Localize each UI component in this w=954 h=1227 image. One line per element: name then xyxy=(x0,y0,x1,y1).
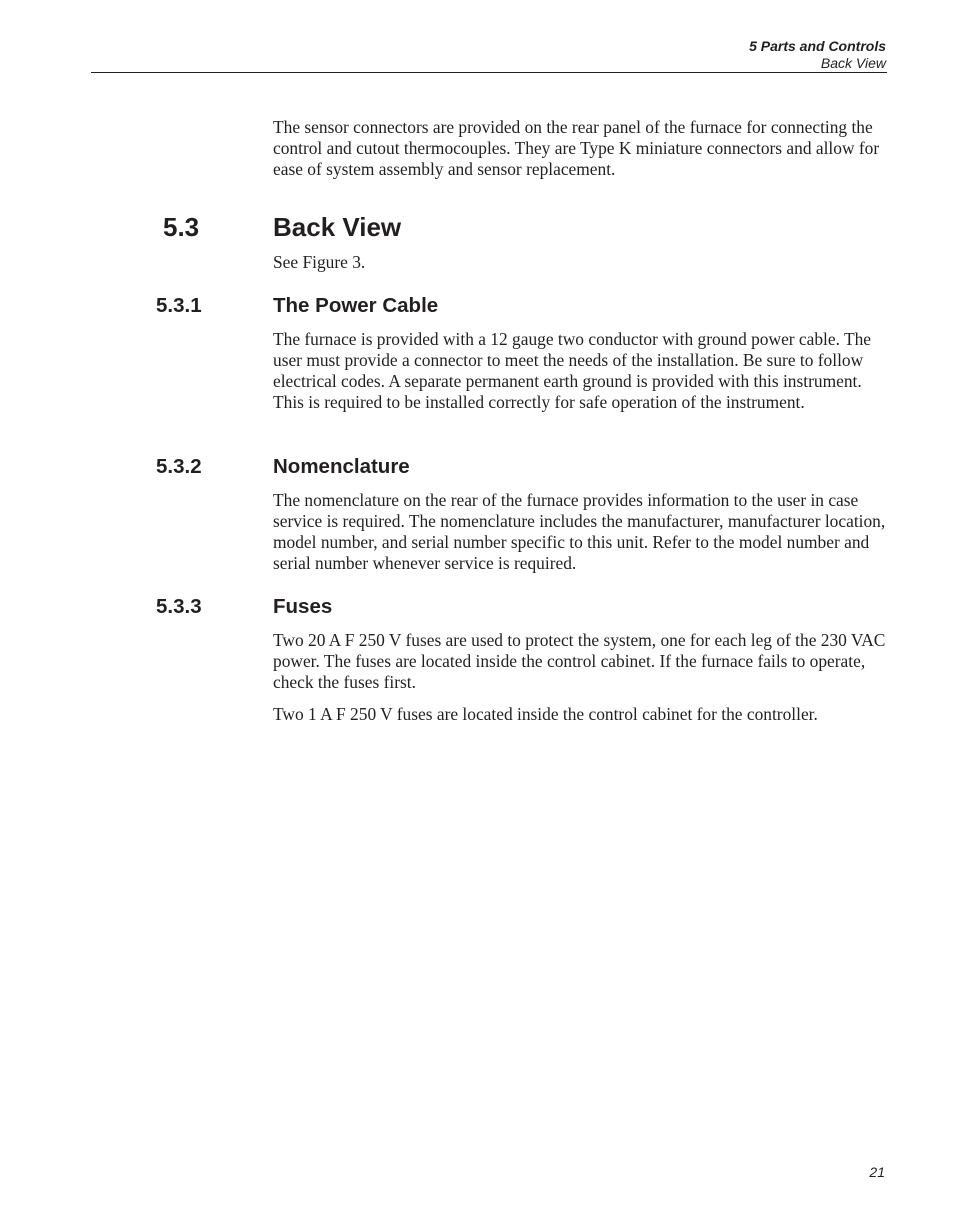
nomenclature-paragraph: The nomenclature on the rear of the furnace provides information to the user in case service is required. The nomenclature includes the manufacturer, manufacturer location, model number, and serial number specific to this unit. Refer to the model number and serial number whenever service is required. xyxy=(273,490,886,573)
intro-paragraph: The sensor connectors are provided on the rear panel of the furnace for connecting the control and cutout thermocouples. They are Type K miniature connectors and allow for ease of system assembly and sensor replacement. xyxy=(273,117,880,179)
fuses-paragraph-1: Two 20 A F 250 V fuses are used to protect the system, one for each leg of the 230 VAC power. The fuses are located inside the control cabinet. If the furnace fails to operate, check the fuses first. xyxy=(273,630,886,692)
subsection-title-power-cable: The Power Cable xyxy=(273,294,439,317)
header-section: Back View xyxy=(820,55,886,71)
subsection-number-fuses: 5.3.3 xyxy=(156,595,202,618)
running-header xyxy=(749,38,886,72)
power-cable-paragraph: The furnace is provided with a 12 gauge two conductor with ground power cable. The user must provide a connector to meet the needs of the installation. Be sure to follow electrical codes. A separate permanent earth ground is provided with this instrument. This is required to be installed correctly for safe operation of the instrument. xyxy=(273,329,872,412)
section-title: Back View xyxy=(273,212,402,242)
subsection-number-power-cable: 5.3.1 xyxy=(156,294,202,317)
subsection-title-nomenclature: Nomenclature xyxy=(273,455,410,478)
header-chapter: 5 Parts and Controls xyxy=(749,38,886,54)
fuses-paragraph-2: Two 1 A F 250 V fuses are located inside the control cabinet for the controller. xyxy=(273,704,818,724)
section-intro-text: See Figure 3. xyxy=(273,252,366,272)
section-number: 5.3 xyxy=(163,212,200,242)
subsection-title-fuses: Fuses xyxy=(273,595,333,618)
header-rule xyxy=(91,72,887,73)
subsection-number-nomenclature: 5.3.2 xyxy=(156,455,202,478)
page-number: 21 xyxy=(869,1164,885,1180)
